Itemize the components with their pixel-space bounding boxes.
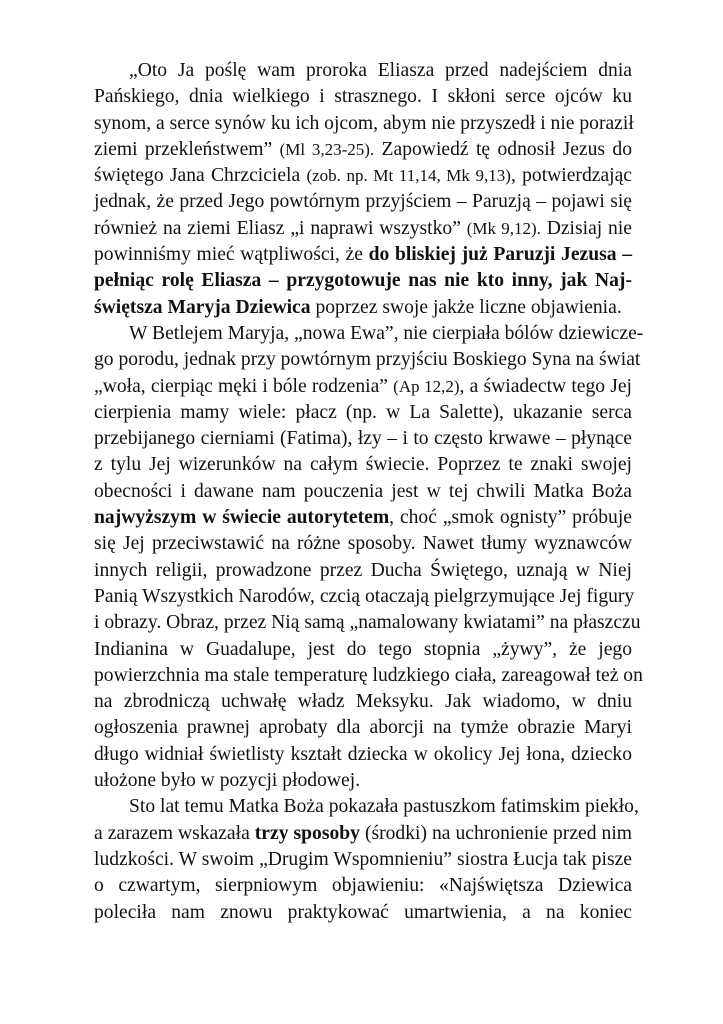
text-line (94, 558, 632, 584)
text-segment: ogłoszenia prawnej aprobaty dla aborcji na tymże obrazie Maryi (94, 717, 632, 739)
text-line (94, 216, 632, 242)
text-line (94, 58, 632, 84)
text-segment: (środki) na uchronienie przed nim (359, 822, 632, 844)
text-segment: „woła, cierpiąc męki i bóle rodzenia” (94, 375, 394, 397)
text-line (94, 768, 632, 794)
text-segment: na zbrodniczą uchwałę władz Meksyku. Jak wiadomo, w dniu (94, 691, 632, 713)
text-line (94, 426, 632, 452)
text-segment: Pańskiego, dnia wielkiego i strasznego. I skłoni serce ojców ku (94, 86, 632, 108)
text-line (94, 347, 641, 373)
text-segment: , a świadectw tego Jej (459, 375, 632, 397)
text-line (94, 452, 632, 478)
text-line (94, 821, 632, 847)
text-line (94, 689, 632, 715)
text-segment: , choć „smok ognisty” próbuje (389, 507, 632, 529)
bold-text: pełniąc rolę Eliasza – przygotowuje nas nie kto inny, jak Naj- (94, 270, 632, 292)
text-line (94, 663, 643, 689)
text-segment: Panią Wszystkich Narodów, czcią otaczają pielgrzymujące Jej figury (94, 585, 635, 607)
text-segment: świętego Jana Chrzciciela (94, 165, 307, 187)
text-segment: powinniśmy mieć wątpliwości, że (94, 244, 369, 266)
text-segment: obecności i dawane nam pouczenia jest w tej chwili Matka Boża (94, 480, 632, 502)
text-line (94, 873, 632, 899)
bold-text: świętsza Maryja Dziewica (94, 296, 311, 318)
citation-text: (Ap 12,2) (393, 376, 460, 396)
text-segment: poprzez swoje jakże liczne objawienia. (310, 296, 622, 318)
text-segment: z tylu Jej wizerunków na całym świecie. Poprzez te znaki swojej (94, 454, 632, 476)
text-segment: ułożone było w pozycji płodowej. (94, 770, 361, 792)
text-segment: Dzisiaj nie (540, 217, 632, 239)
text-line (94, 268, 632, 294)
text-segment: innych religii, prowadzone przez Ducha Świętego, uznają w Niej (94, 559, 632, 581)
text-line (94, 137, 632, 163)
page-body (94, 58, 644, 926)
text-segment: o czwartym, sierpniowym objawieniu: «Najświętsza Dziewica (94, 875, 632, 897)
text-line (94, 479, 632, 505)
text-line (94, 321, 644, 347)
text-segment: poleciła nam znowu praktykować umartwienia, a na koniec (94, 901, 632, 923)
text-line (94, 505, 632, 531)
text-segment: W Betlejem Maryja, „nowa Ewa”, nie cierpiała bólów dziewicze- (129, 322, 644, 344)
text-segment: długo widniał świetlisty kształt dziecka w okolicy Jej łona, dziecko (94, 743, 632, 765)
text-line (94, 374, 632, 400)
text-segment: cierpienia mamy wiele: płacz (np. w La Salette), ukazanie serca (94, 401, 632, 423)
text-line (94, 189, 632, 215)
text-segment: go porodu, jednak przy powtórnym przyjściu Boskiego Syna na świat (94, 349, 641, 371)
text-line (94, 584, 635, 610)
text-line (94, 111, 632, 137)
bold-text: do bliskiej już Paruzji Jezusa – (368, 244, 633, 266)
text-line (94, 84, 632, 110)
text-line (94, 637, 632, 663)
text-line (94, 400, 632, 426)
text-line (94, 163, 632, 189)
text-segment: również na ziemi Eliasz „i naprawi wszystko” (94, 217, 467, 239)
bold-text: najwyższym w świecie autorytetem (94, 507, 390, 529)
text-segment: jednak, że przed Jego powtórnym przyjściem – Paruzją – pojawi się (94, 191, 632, 213)
text-segment: Zapowiedź tę odnosił Jezus do (374, 138, 632, 160)
text-segment: Indianina w Guadalupe, jest do tego stopnia „żywy”, że jego (94, 638, 632, 660)
paragraph (94, 794, 639, 925)
text-segment: ludzkości. W swoim „Drugim Wspomnieniu” siostra Łucja tak pisze (94, 848, 632, 870)
text-segment: synom, a serce synów ku ich ojcom, abym nie przyszedł i nie poraził (94, 112, 634, 134)
text-segment: Sto lat temu Matka Boża pokazała pastuszkom fatimskim piekło, (129, 796, 639, 818)
text-line (94, 242, 632, 268)
text-segment: a zarazem wskazała (94, 822, 255, 844)
text-line (94, 715, 632, 741)
text-segment: przebijanego cierniami (Fatima), łzy – i to często krwawe – płynące (94, 428, 632, 450)
bold-text: trzy sposoby (254, 822, 360, 844)
citation-text: (Mk 9,12). (466, 218, 541, 238)
text-segment: , potwierdzając (510, 165, 632, 187)
text-line (94, 900, 632, 926)
text-segment: „Oto Ja poślę wam proroka Eliasza przed nadejściem dnia (129, 60, 632, 81)
text-segment: powierzchnia ma stale temperaturę ludzkiego ciała, zareagował też on (94, 664, 643, 686)
text-line (94, 531, 632, 557)
citation-text: (zob. np. Mt 11,14, Mk 9,13) (306, 166, 511, 186)
paragraph (94, 58, 632, 321)
citation-text: (Ml 3,23-25). (279, 139, 375, 159)
text-line (94, 742, 632, 768)
text-line (94, 295, 632, 321)
text-segment: się Jej przeciwstawić na różne sposoby. Nawet tłumy wyznawców (94, 533, 632, 555)
text-line (94, 847, 632, 873)
text-segment: ziemi przekleństwem” (94, 138, 280, 160)
text-line (94, 794, 639, 820)
text-line (94, 610, 641, 636)
paragraph (94, 321, 644, 794)
text-segment: i obrazy. Obraz, przez Nią samą „namalowany kwiatami” na płaszczu (94, 612, 641, 634)
